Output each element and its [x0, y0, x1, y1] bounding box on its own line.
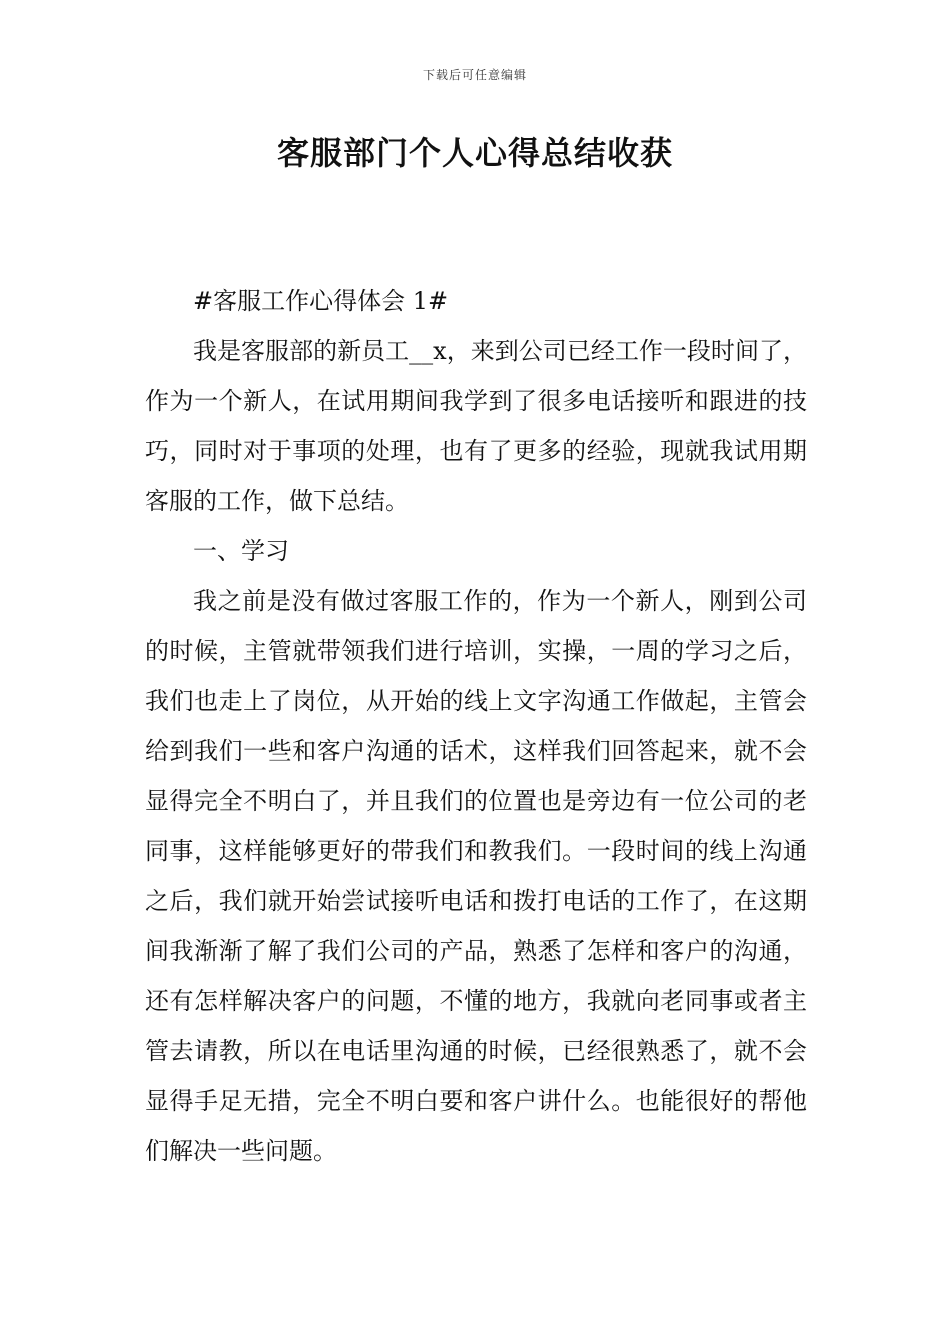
- subsection-heading-study: 一、学习: [193, 537, 289, 565]
- paragraph-intro: 我是客服部的新员工__x，来到公司已经工作一段时间了，作为一个新人，在试用期间我学到了很多电话接听和跟进的技巧，同时对于事项的处理，也有了更多的经验，现就我试用期客服的工作，做下总结。: [145, 337, 807, 515]
- header-note: 下载后可任意编辑: [422, 68, 527, 82]
- document-title: 客服部门个人心得总结收获: [276, 134, 673, 172]
- paragraph-study: 我之前是没有做过客服工作的，作为一个新人，刚到公司的时候，主管就带领我们进行培训，实操，一周的学习之后，我们也走上了岗位，从开始的线上文字沟通工作做起，主管会给到我们一些和客户沟通的话术，这样我们回答起来，就不会显得完全不明白了，并且我们的位置也是旁边有一位公司的老同事，这样能够更好的带我们和教我们。一段时间的线上沟通之后，我们就开始尝试接听电话和拨打电话的工作了，在这期间我渐渐了解了我们公司的产品，熟悉了怎样和客户的沟通，还有怎样解决客户的问题，不懂的地方，我就向老同事或者主管去请教，所以在电话里沟通的时候，已经很熟悉了，就不会显得手足无措，完全不明白要和客户讲什么。也能很好的帮他们解决一些问题。: [145, 587, 807, 1165]
- document-body: [145, 276, 807, 1176]
- section-heading-1: #客服工作心得体会 1#: [193, 287, 449, 315]
